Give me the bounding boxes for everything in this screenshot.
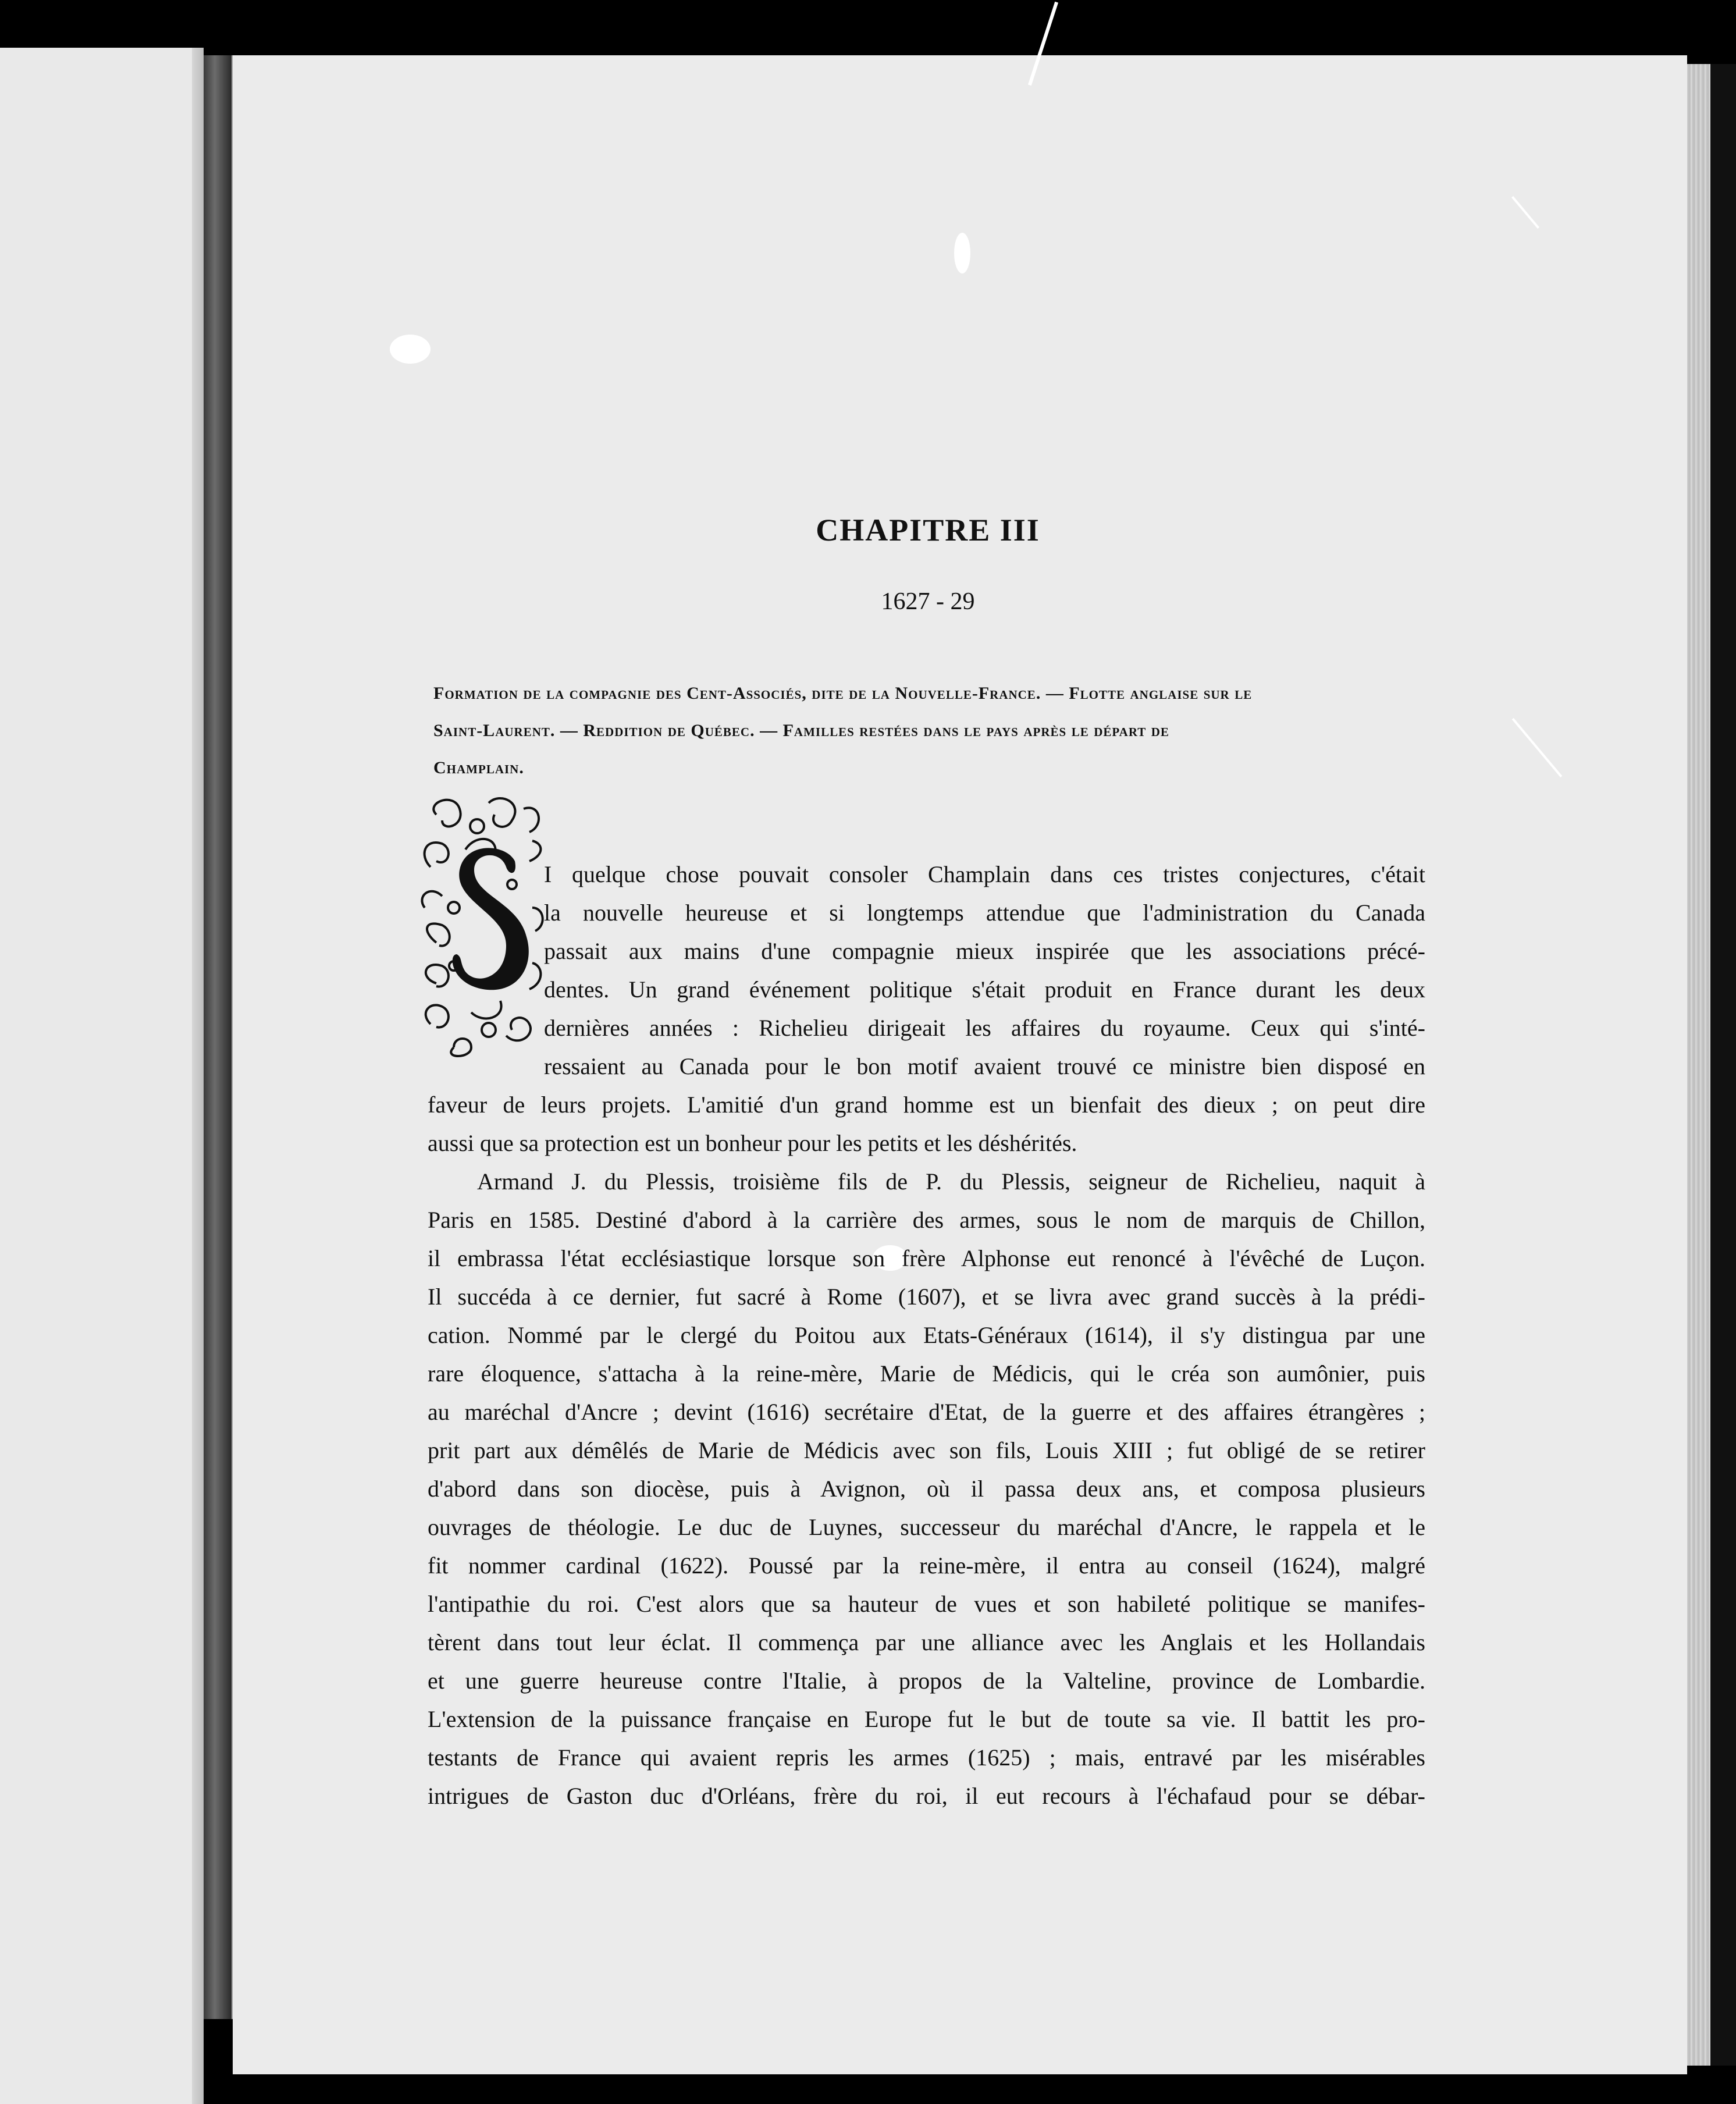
- chapter-years: 1627 - 29: [881, 588, 975, 615]
- book-binding-gutter: [204, 55, 232, 2019]
- scan-border-right: [1710, 64, 1736, 2066]
- paragraph-2: [428, 1163, 1425, 1815]
- text-line: cation. Nommé par le clergé du Poitou aux Etats-Généraux (1614), il s'y distingua par une: [428, 1322, 1425, 1348]
- chapter-summary: [433, 675, 1463, 787]
- text-line: la nouvelle heureuse et si longtemps attendue que l'administration du Canada: [544, 900, 1425, 926]
- page-stack-edge: [1687, 64, 1710, 2066]
- left-page-edge: [192, 48, 204, 2104]
- text-line: dentes. Un grand événement politique s'était produit en France durant les deux: [544, 976, 1425, 1003]
- text-line: l'antipathie du roi. C'est alors que sa hauteur de vues et son habileté politique se manifes-: [428, 1591, 1425, 1617]
- text-line: d'abord dans son diocèse, puis à Avignon, où il passa deux ans, et composa plusieurs: [428, 1476, 1425, 1502]
- scan-speck: [390, 335, 431, 364]
- summary-line: Champlain.: [433, 758, 524, 777]
- summary-line: Saint-Laurent. — Reddition de Québec. — Familles restées dans le pays après le départ de: [433, 721, 1169, 740]
- text-line: et une guerre heureuse contre l'Italie, à propos de la Valteline, province de Lombardie.: [428, 1668, 1425, 1694]
- text-line: aussi que sa protection est un bonheur pour les petits et les déshérités.: [428, 1130, 1077, 1156]
- text-line: ressaient au Canada pour le bon motif avaient trouvé ce ministre bien disposé en: [544, 1053, 1425, 1079]
- text-line: dernières années : Richelieu dirigeait les affaires du royaume. Ceux qui s'inté-: [544, 1015, 1425, 1041]
- text-line: faveur de leurs projets. L'amitié d'un grand homme est un bienfait des dieux ; on peut dire: [428, 1092, 1425, 1118]
- chapter-title: CHAPITRE III: [816, 513, 1040, 548]
- text-line: I quelque chose pouvait consoler Champlain dans ces tristes conjectures, c'était: [544, 861, 1425, 887]
- scan-speck: [954, 233, 970, 273]
- text-line: Paris en 1585. Destiné d'abord à la carrière des armes, sous le nom de marquis de Chillon,: [428, 1207, 1425, 1233]
- text-line: ouvrages de théologie. Le duc de Luynes, successeur du maréchal d'Ancre, le rappela et le: [428, 1514, 1425, 1540]
- text-line: fit nommer cardinal (1622). Poussé par la reine-mère, il entra au conseil (1624), malgré: [428, 1552, 1425, 1579]
- text-line: Armand J. du Plessis, troisième fils de P. du Plessis, seigneur de Richelieu, naquit à: [477, 1168, 1425, 1195]
- text-line: rare éloquence, s'attacha à la reine-mère, Marie de Médicis, qui le créa son aumônier, puis: [428, 1360, 1425, 1387]
- summary-line: Formation de la compagnie des Cent-Associés, dite de la Nouvelle-France. — Flotte anglaise sur le: [433, 684, 1253, 703]
- paragraph-1-full: [428, 1086, 1425, 1163]
- text-line: L'extension de la puissance française en Europe fut le but de toute sa vie. Il battit les pro-: [428, 1706, 1425, 1732]
- text-line: il embrassa l'état ecclésiastique lorsque son frère Alphonse eut renoncé à l'évêché de Luçon.: [428, 1245, 1425, 1271]
- left-facing-page: [0, 48, 204, 2104]
- ornamental-dropcap: [419, 791, 548, 1059]
- text-line: testants de France qui avaient repris les armes (1625) ; mais, entravé par les misérables: [428, 1744, 1425, 1771]
- text-line: prit part aux démêlés de Marie de Médicis avec son fils, Louis XIII ; fut obligé de se retirer: [428, 1437, 1425, 1463]
- text-line: passait aux mains d'une compagnie mieux inspirée que les associations précé-: [544, 938, 1425, 964]
- text-line: Il succéda à ce dernier, fut sacré à Rome (1607), et se livra avec grand succès à la prédi-: [428, 1284, 1425, 1310]
- paragraph-1-indented: [544, 855, 1425, 1086]
- text-line: intrigues de Gaston duc d'Orléans, frère du roi, il eut recours à l'échafaud pour se débar-: [428, 1783, 1425, 1809]
- text-line: au maréchal d'Ancre ; devint (1616) secrétaire d'Etat, de la guerre et des affaires étrangères ;: [428, 1399, 1425, 1425]
- text-line: tèrent dans tout leur éclat. Il commença par une alliance avec les Anglais et les Hollandais: [428, 1629, 1425, 1655]
